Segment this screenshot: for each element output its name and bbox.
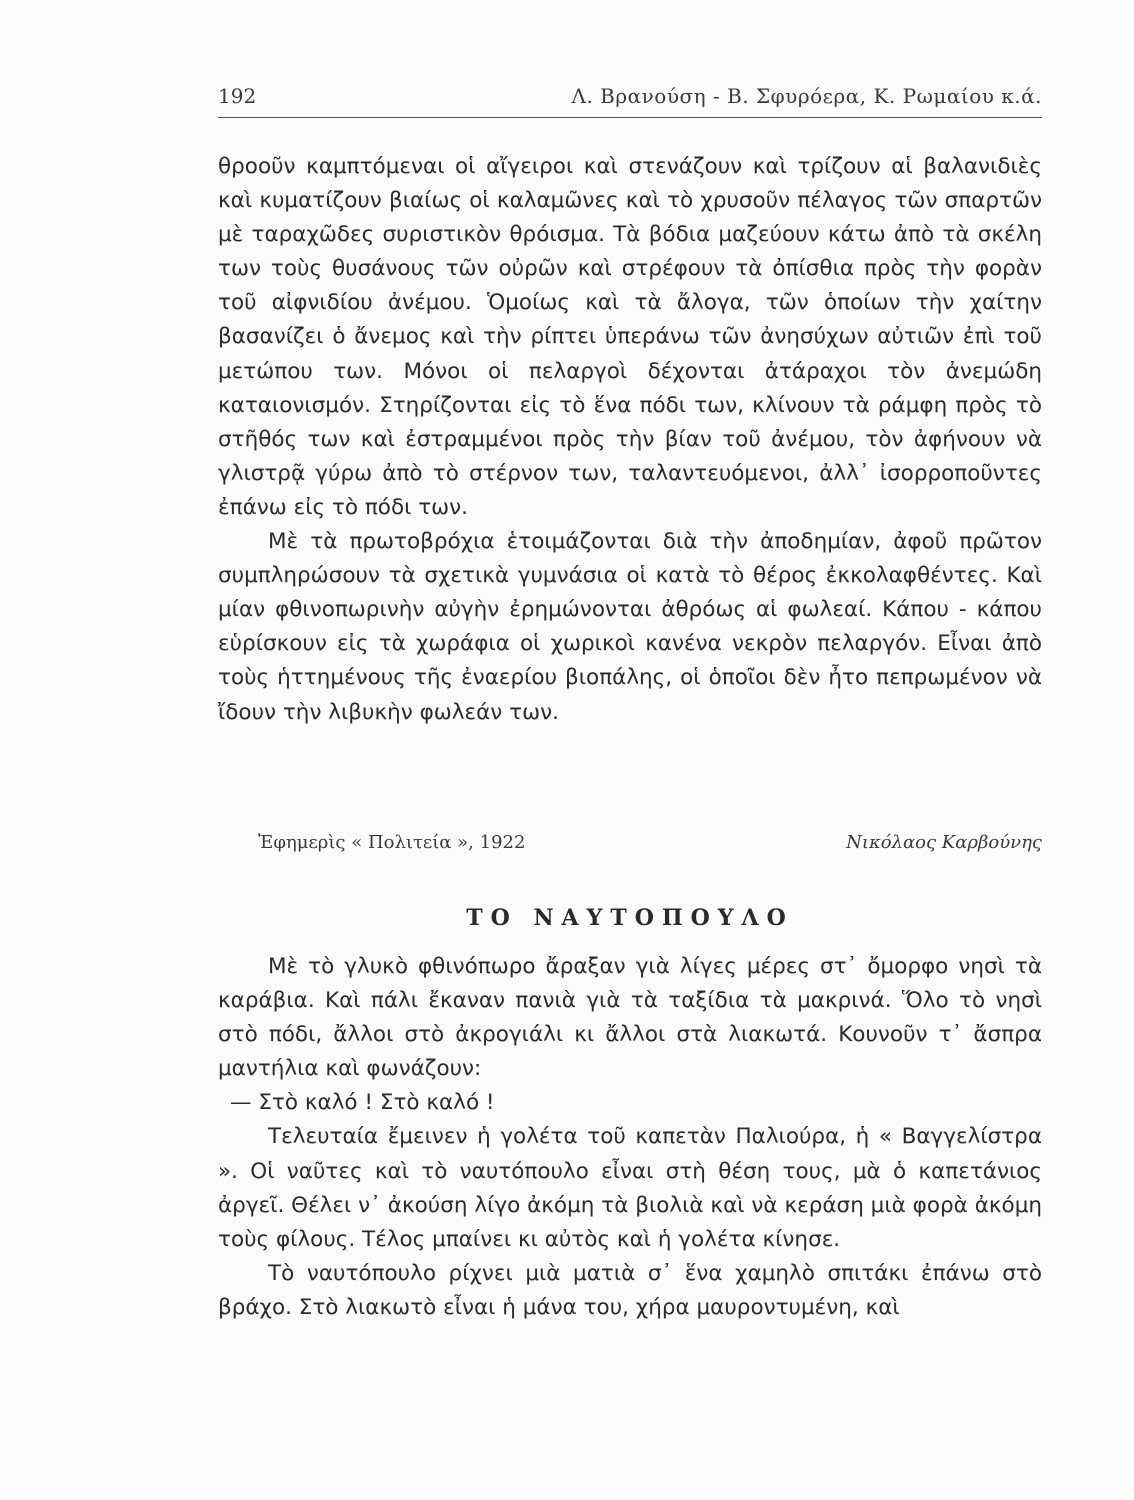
running-head — [218, 84, 1042, 114]
header-rule — [218, 117, 1042, 118]
paragraph: Μὲ τὸ γλυκὸ φθινόπωρο ἄραξαν γιὰ λίγες μέρες στ᾽ ὄμορφο νησὶ τὰ καράβια. Καὶ πάλι ἔκαναν πανιὰ γιὰ τὰ ταξίδια τὰ μακρινά. Ὅλο τὸ νησὶ στὸ πόδι, ἄλλοι στὸ ἀκρογιάλι κι ἄλλοι στὰ λιακωτά. Κουνοῦν τ᾽ ἄσπρα μαντήλια καὶ φωνάζουν: — [218, 954, 1042, 1082]
page-number: 192 — [218, 84, 257, 108]
paragraph: θροοῦν καμπτόμεναι οἱ αἴγειροι καὶ στενάζουν καὶ τρίζουν αἱ βαλανιδιὲς καὶ κυματίζουν βιαίως οἱ καλαμῶνες καὶ τὸ χρυσοῦν πέλαγος τῶν σπαρτῶν μὲ ταραχῶδες συριστικὸν θρόισμα. Τὰ βόδια μαζεύουν κάτω ἀπὸ τὰ σκέλη των τοὺς θυσάνους τῶν οὐρῶν καὶ στρέφουν τὰ ὀπίσθια πρὸς τὴν φορὰν τοῦ αἰφνιδίου ἀνέμου. Ὁμοίως καὶ τὰ ἄλογα, τῶν ὁποίων τὴν χαίτην βασανίζει ὁ ἄνεμος καὶ τὴν ρίπτει ὑπεράνω τῶν ἀνησύχων αὐτιῶν ἐπὶ τοῦ μετώπου των. Μόνοι οἱ πελαργοὶ δέχονται ἀτάραχοι τὸν ἀνεμώδη καταιονισμόν. Στηρίζονται εἰς τὸ ἕνα πόδι των, κλίνουν τὰ ράμφη πρὸς τὸ στῆθός των καὶ ἐστραμμένοι πρὸς τὴν βίαν τοῦ ἀνέμου, τὸν ἀφήνουν νὰ γλιστρᾷ γύρω ἀπὸ τὸ στέρνον των, ταλαντευόμενοι, ἀλλ᾽ ἰσορροποῦντες ἐπάνω εἰς τὸ πόδι των. — [218, 154, 1042, 520]
text-block-1 — [218, 150, 1042, 730]
source-publication: Ἐφημερὶς « Πολιτεία », 1922 — [258, 832, 526, 853]
dialogue-line: — Στὸ καλό ! Στὸ καλό ! — [230, 1090, 495, 1116]
source-author: Νικόλαος Καρβούνης — [846, 832, 1042, 853]
section-title: ΤΟ ΝΑΥΤΟΠΟΥΛΟ — [466, 905, 794, 931]
running-head-authors: Λ. Βρανούση - Β. Σφυρόερα, Κ. Ρωμαίου κ.ά. — [571, 84, 1042, 108]
paragraph: Τὸ ναυτόπουλο ρίχνει μιὰ ματιὰ σ᾽ ἕνα χαμηλὸ σπιτάκι ἐπάνω στὸ βράχο. Στὸ λιακωτὸ εἶναι ἡ μάνα του, χήρα μαυροντυμένη, καὶ — [218, 1260, 1042, 1320]
paragraph: Τελευταία ἔμεινεν ἡ γολέτα τοῦ καπετὰν Παλιούρα, ἡ « Βαγγελίστρα ». Οἱ ναῦτες καὶ τὸ ναυτόπουλο εἶναι στὴ θέση τους, μὰ ὁ καπετάνιος ἀργεῖ. Θέλει ν᾽ ἀκούση λίγο ἀκόμη τὰ βιολιὰ καὶ νὰ κεράση μιὰ φορὰ ἀκόμη τοὺς φίλους. Τέλος μπαίνει κι αὐτὸς καὶ ἡ γολέτα κίνησε. — [218, 1124, 1042, 1252]
paragraph: Μὲ τὰ πρωτοβρόχια ἑτοιμάζονται διὰ τὴν ἀποδημίαν, ἀφοῦ πρῶτον συμπληρώσουν τὰ σχετικὰ γυμνάσια οἱ κατὰ τὸ θέρος ἐκκολαφθέντες. Καὶ μίαν φθινοπωρινὴν αὐγὴν ἐρημώνονται ἀθρόως αἱ φωλεαί. Κάπου - κάπου εὑρίσκουν εἰς τὰ χωράφια οἱ χωρικοὶ κανένα νεκρὸν πελαργόν. Εἶναι ἀπὸ τοὺς ἡττημένους τῆς ἐναερίου βιοπάλης, οἱ ὁποῖοι δὲν ἦτο πεπρωμένον νὰ ἴδουν τὴν λιβυκὴν φωλεάν των. — [218, 529, 1042, 725]
text-block-2 — [218, 950, 1042, 1325]
source-attribution — [258, 832, 1042, 862]
